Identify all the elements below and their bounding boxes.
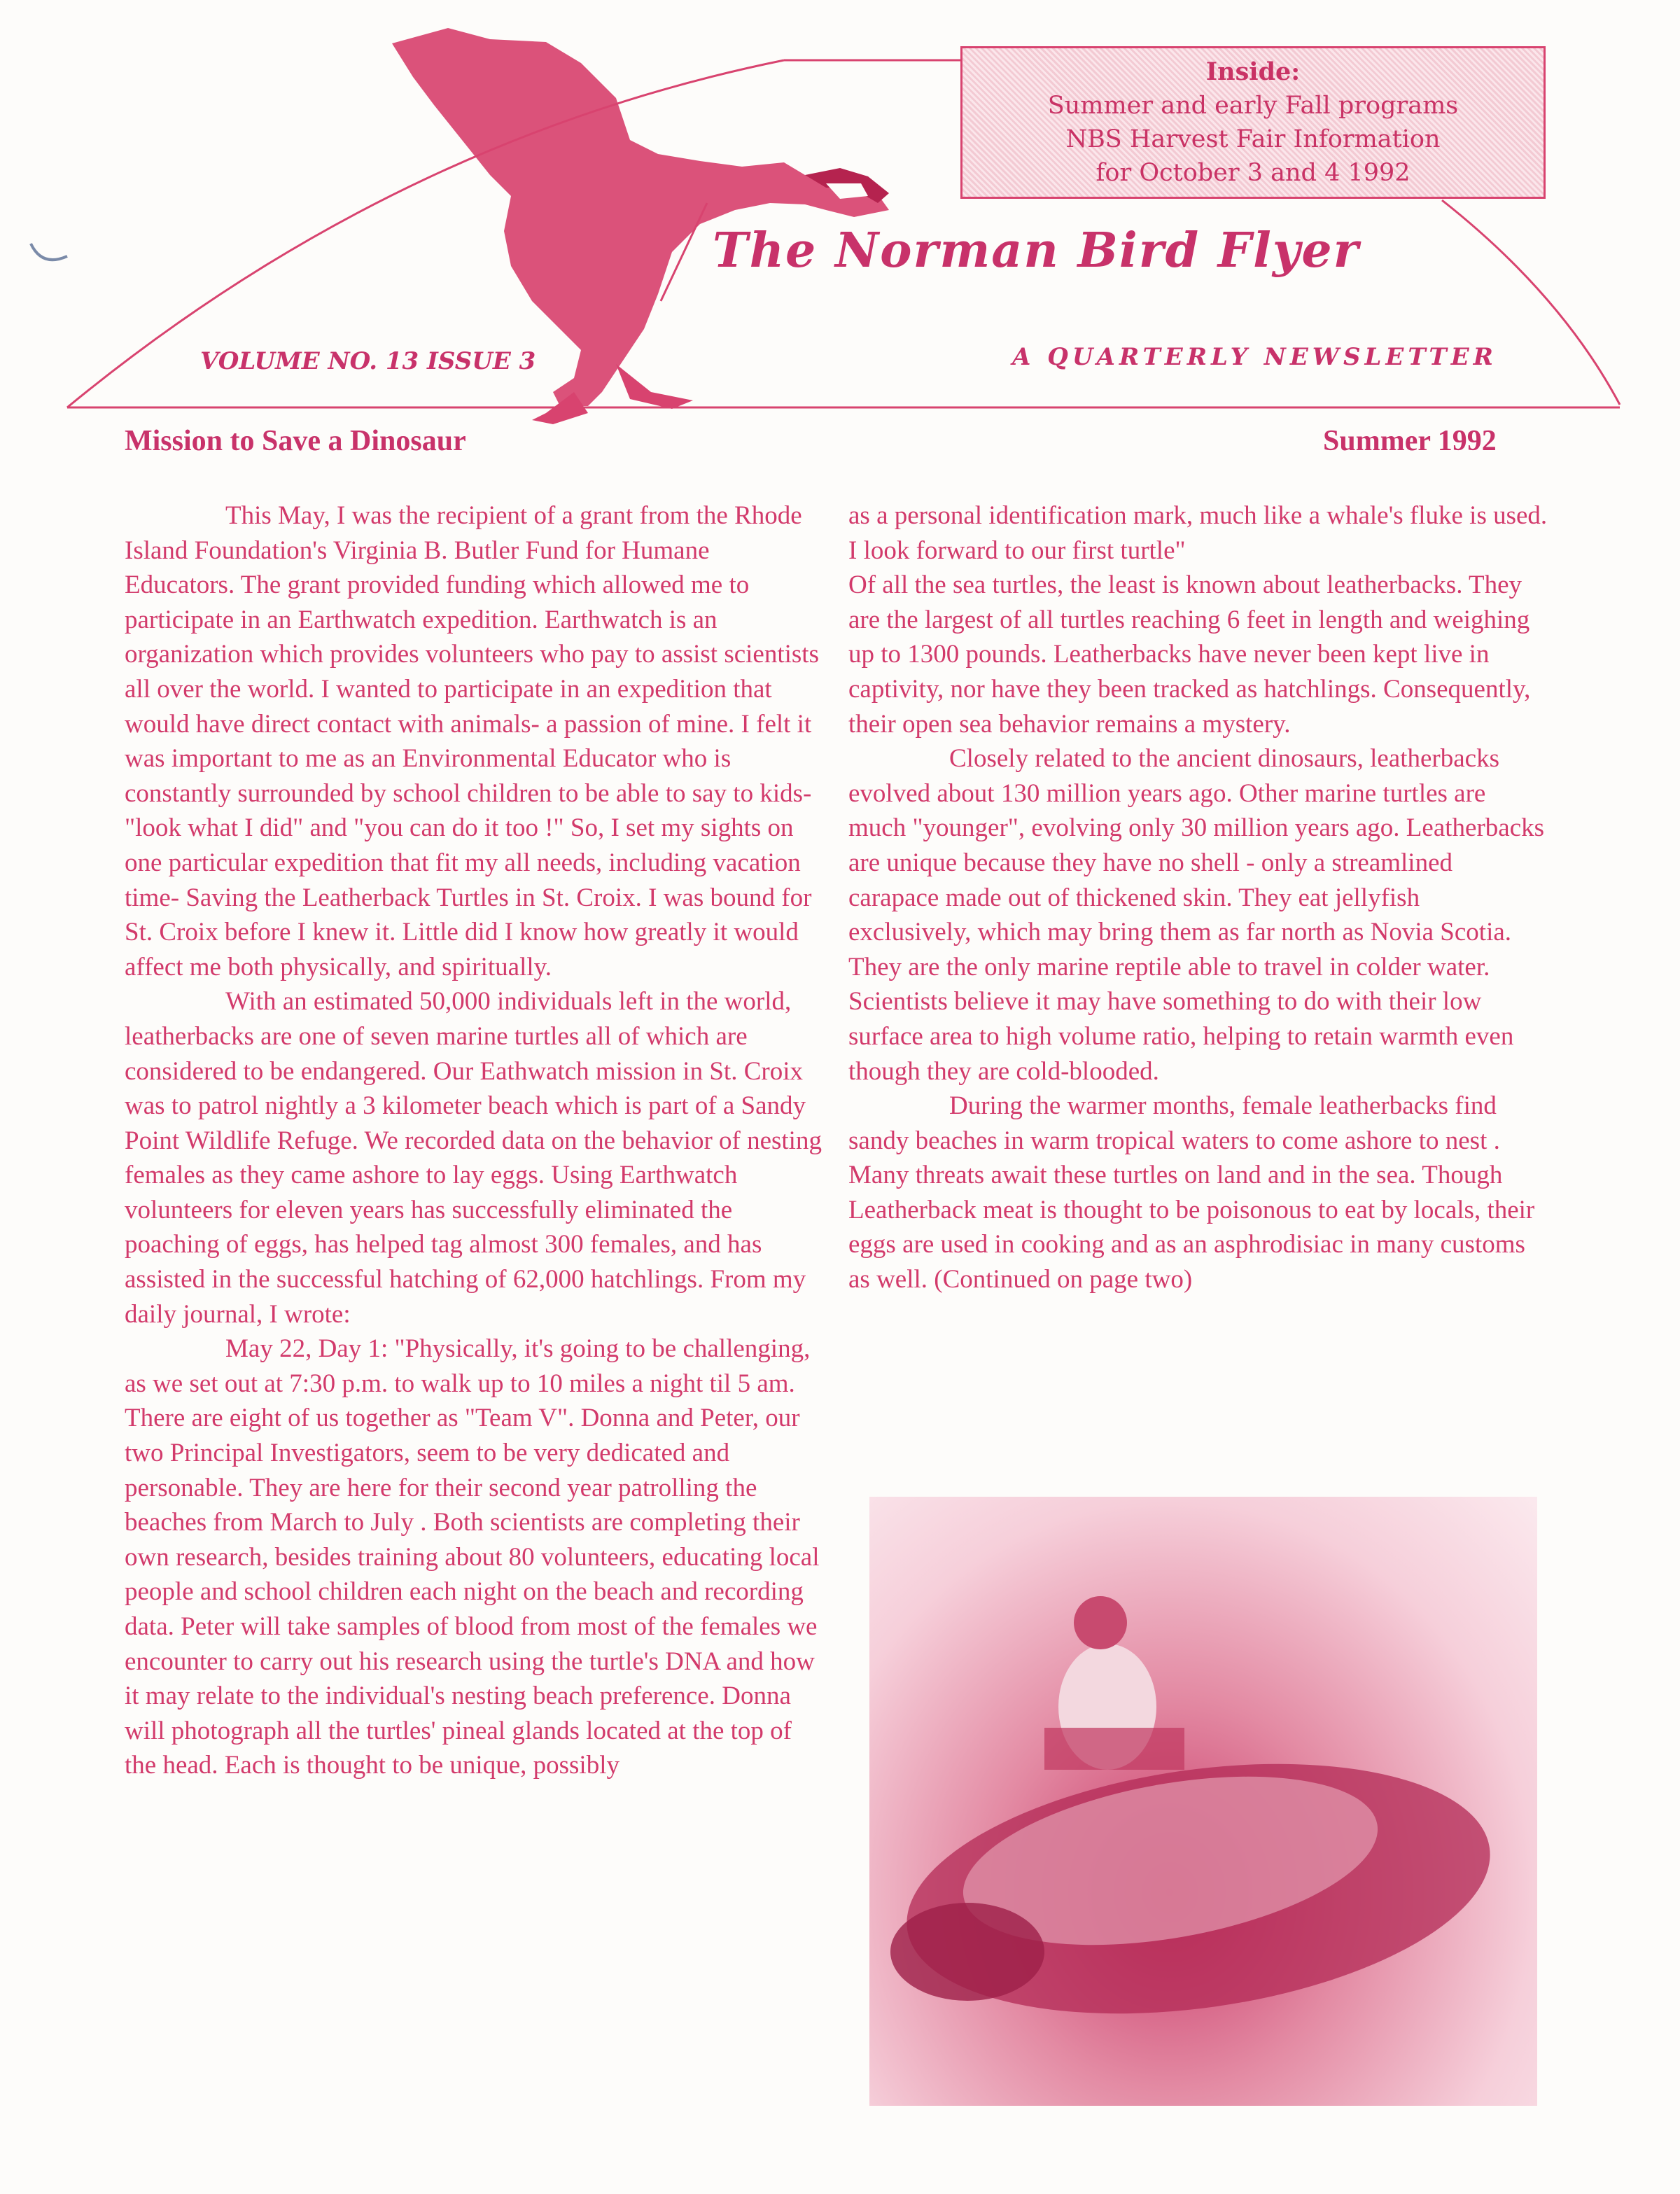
newsletter-tagline: A QUARTERLY NEWSLETTER: [1012, 343, 1497, 371]
inside-line-3: for October 3 and 4 1992: [1096, 159, 1410, 187]
inside-line-2: NBS Harvest Fair Information: [1065, 125, 1441, 153]
paragraph: This May, I was the recipient of a grant from the Rhode Island Foundation's Virginia B. Butler Fund for Humane Educators. The grant provided funding which allowed me to participate in an Earthwatch expedition. Earthwatch is an organization which provides volunteers who pay to assist scientists all over the world. I wanted to participate in an expedition that would have direct contact with animals- a passion of mine. I felt it was important to me as an Environmental Educator who is constantly surrounded by school children to be able to say to kids-"look what I did" and "you can do it too !" So, I set my sights on one particular expedition that fit my all needs, including vacation time- Saving the Leatherback Turtles in St. Croix. I was bound for St. Croix before I knew it. Little did I know how greatly it would affect me both physically, and spiritually.: [125, 501, 819, 981]
article-column-left: [125, 498, 825, 1783]
paragraph: Closely related to the ancient dinosaurs, leatherbacks evolved about 130 million years ago. Other marine turtles are much "younger", evolving only 30 million years ago. Leatherbacks are unique because they have no shell - only a streamlined carapace made out of thickened skin. They eat jellyfish exclusively, which may bring them as far north as Novia Scotia. They are the only marine reptile able to travel in colder water. Scientists believe it may have something to do with their low surface area to high volume ratio, helping to retain warmth even though they are cold-blooded.: [848, 744, 1545, 1086]
turtle-photo-illustration: [869, 1497, 1537, 2106]
punch-hole-top: [31, 244, 67, 260]
inside-heading: Inside:: [1205, 57, 1301, 86]
paragraph: as a personal identification mark, much like a whale's fluke is used. I look forward to our first turtle": [848, 501, 1548, 565]
inside-box: [960, 46, 1546, 199]
article-column-right: [848, 498, 1548, 1297]
paragraph: May 22, Day 1: "Physically, it's going to be challenging, as we set out at 7:30 p.m. to walk up to 10 miles a night til 5 am. There are eight of us together as "Team V". Donna and Peter, our two Principal Investigators, seem to be very dedicated and personable. They are here for their second year patrolling the beaches from March to July . Both scientists are completing their own research, besides training about 80 volunteers, educating local people and school children each night on the beach and recording data. Peter will take samples of blood from most of the females we encounter to carry out his research using the turtle's DNA and how it may relate to the individual's nesting beach preference. Donna will photograph all the turtles' pineal glands located at the top of the head. Each is thought to be unique, possibly: [125, 1334, 820, 1780]
leatherback-turtle-photo: [869, 1497, 1537, 2106]
paragraph: Of all the sea turtles, the least is known about leatherbacks. They are the largest of all turtles reaching 6 feet in length and weighing up to 1300 pounds. Leatherbacks have never been kept live in captivity, nor have they been tracked as hatchlings. Consequently, their open sea behavior remains a mystery.: [848, 571, 1531, 739]
masthead-arch-right: [1442, 200, 1620, 405]
inside-line-1: Summer and early Fall programs: [1047, 92, 1459, 120]
paragraph: With an estimated 50,000 individuals left in the world, leatherbacks are one of seven marine turtles all of which are considered to be endangered. Our Eathwatch mission in St. Croix was to patrol nightly a 3 kilometer beach which is part of a Sandy Point Wildlife Refuge. We recorded data on the behavior of nesting females as they came ashore to lay eggs. Using Earthwatch volunteers for eleven years has successfully eliminated the poaching of eggs, has helped tag almost 300 females, and has assisted in the successful hatching of 62,000 hatchlings. From my daily journal, I wrote:: [125, 987, 822, 1329]
volume-issue: VOLUME NO. 13 ISSUE 3: [200, 347, 536, 375]
newsletter-title: The Norman Bird Flyer: [713, 223, 1360, 279]
paragraph: During the warmer months, female leatherbacks find sandy beaches in warm tropical waters to come ashore to nest . Many threats await these turtles on land and in the sea. Though Leatherback meat is thought to be poisonous to eat by locals, their eggs are used in cooking and as an asphrodisiac in many customs as well. (Continued on page two): [848, 1091, 1535, 1294]
article-title: Mission to Save a Dinosaur: [125, 425, 466, 457]
issue-date: Summer 1992: [1323, 425, 1497, 457]
